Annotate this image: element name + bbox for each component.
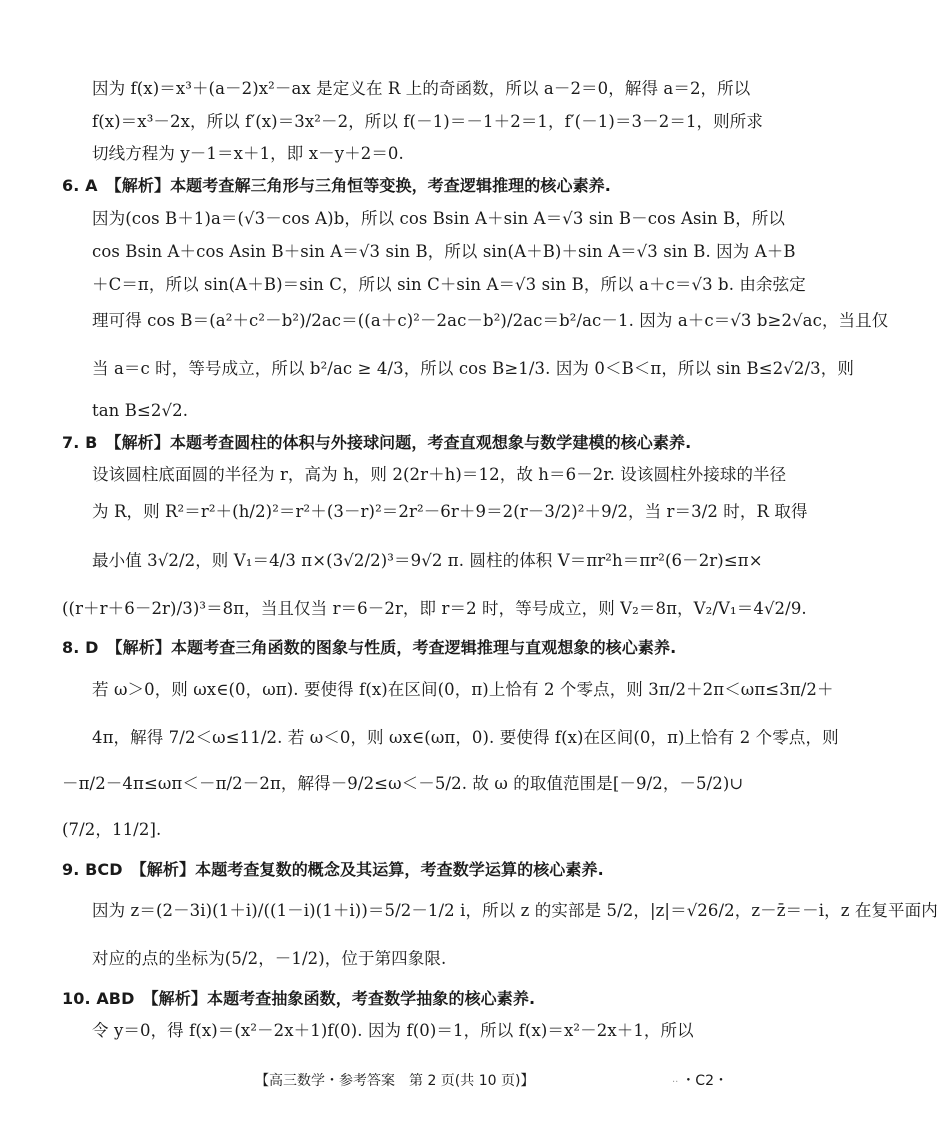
footer-code: ・C2・ [681, 1073, 728, 1089]
text-line: tan B≤2√2. [92, 401, 189, 420]
question-heading: 9. BCD 【解析】本题考查复数的概念及其运算，考查数学运算的核心素养. [62, 860, 604, 879]
text-line: 设该圆柱底面圆的半径为 r，高为 h，则 2(2r＋h)＝12，故 h＝6－2r. 设该圆柱外接球的半径 [92, 465, 787, 484]
question-heading: 8. D 【解析】本题考查三角函数的图象与性质，考查逻辑推理与直观想象的核心素养. [62, 638, 677, 657]
text-line: －π/2－4π≤ωπ＜－π/2－2π，解得－9/2≤ω＜－5/2. 故 ω 的取值范围是[－9/2，－5/2)∪ [62, 774, 744, 793]
text-line: f(x)＝x³－2x，所以 f′(x)＝3x²－2，所以 f(－1)＝－1＋2＝1，f′(－1)＝3－2＝1，则所求 [92, 112, 763, 131]
text-line: 因为(cos B＋1)a＝(√3－cos A)b，所以 cos Bsin A＋sin A＝√3 sin B－cos Asin B，所以 [92, 209, 786, 228]
text-line: 4π，解得 7/2＜ω≤11/2. 若 ω＜0，则 ωx∈(ωπ，0). 要使得 f(x)在区间(0，π)上恰有 2 个零点，则 [92, 728, 839, 747]
text-line: ((r＋r＋6－2r)/3)³＝8π，当且仅当 r＝6－2r，即 r＝2 时，等号成立，则 V₂＝8π，V₂/V₁＝4√2/9. [62, 599, 807, 618]
footer-dots: .. [672, 1074, 679, 1085]
question-heading: 10. ABD 【解析】本题考查抽象函数，考查数学抽象的核心素养. [62, 989, 536, 1008]
text-line: 最小值 3√2/2，则 V₁＝4/3 π×(3√2/2)³＝9√2 π. 圆柱的体积 V＝πr²h＝πr²(6－2r)≤π× [92, 551, 763, 570]
footer-page-info: 【高三数学・参考答案 第 2 页(共 10 页)】 [255, 1073, 535, 1089]
text-line: 为 R，则 R²＝r²＋(h/2)²＝r²＋(3－r)²＝2r²－6r＋9＝2(r－3/2)²＋9/2，当 r＝3/2 时，R 取得 [92, 502, 808, 521]
text-line: 理可得 cos B＝(a²＋c²－b²)/2ac＝((a＋c)²－2ac－b²)/2ac＝b²/ac－1. 因为 a＋c＝√3 b≥2√ac，当且仅 [92, 311, 889, 330]
text-line: (7/2，11/2]. [62, 820, 162, 839]
question-heading: 7. B 【解析】本题考查圆柱的体积与外接球问题，考查直观想象与数学建模的核心素养. [62, 433, 692, 452]
text-line: ＋C＝π，所以 sin(A＋B)＝sin C，所以 sin C＋sin A＝√3 sin B，所以 a＋c＝√3 b. 由余弦定 [92, 275, 806, 294]
text-line: 当 a＝c 时，等号成立，所以 b²/ac ≥ 4/3，所以 cos B≥1/3. 因为 0＜B＜π，所以 sin B≤2√2/3，则 [92, 359, 854, 378]
text-line: 因为 z＝(2－3i)(1＋i)/((1－i)(1＋i))＝5/2－1/2 i，所以 z 的实部是 5/2，|z|＝√26/2，z－z̄＝－i，z 在复平面内 [92, 901, 938, 920]
question-heading: 6. A 【解析】本题考查解三角形与三角恒等变换，考查逻辑推理的核心素养. [62, 176, 611, 195]
text-line: cos Bsin A＋cos Asin B＋sin A＝√3 sin B，所以 sin(A＋B)＋sin A＝√3 sin B. 因为 A＋B [92, 242, 796, 261]
text-line: 若 ω＞0，则 ωx∈(0，ωπ). 要使得 f(x)在区间(0，π)上恰有 2 个零点，则 3π/2＋2π＜ωπ≤3π/2＋ [92, 680, 834, 699]
text-line: 切线方程为 y－1＝x＋1，即 x－y＋2＝0. [92, 144, 404, 163]
text-line: 对应的点的坐标为(5/2，－1/2)，位于第四象限. [92, 949, 447, 968]
text-line: 令 y＝0，得 f(x)＝(x²－2x＋1)f(0). 因为 f(0)＝1，所以 f(x)＝x²－2x＋1，所以 [92, 1021, 694, 1040]
text-line: 因为 f(x)＝x³＋(a－2)x²－ax 是定义在 R 上的奇函数，所以 a－2＝0，解得 a＝2，所以 [92, 79, 751, 98]
